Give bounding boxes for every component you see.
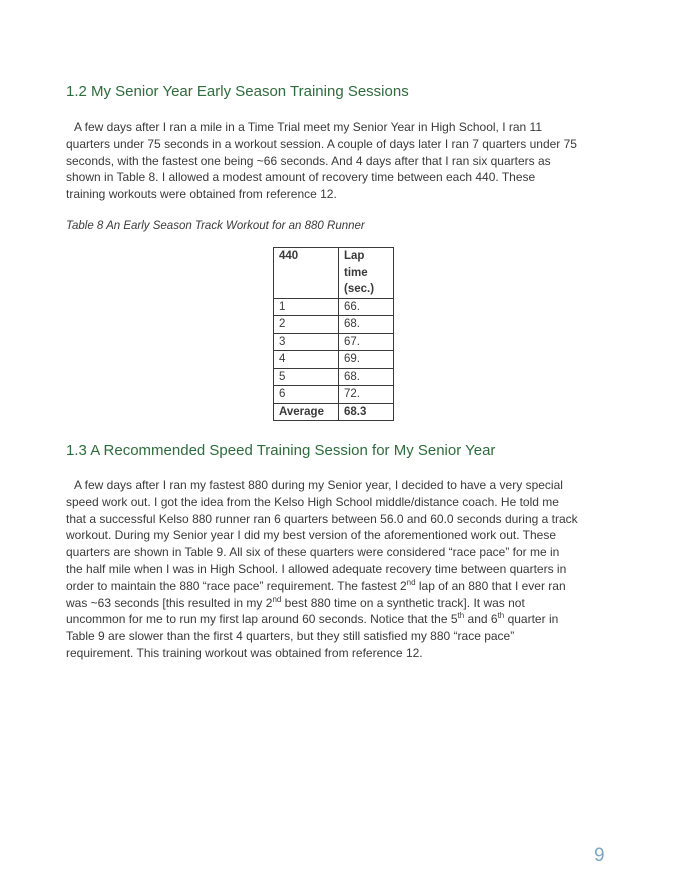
table-header-row — [274, 248, 394, 299]
table-8 — [273, 247, 394, 421]
paragraph-line: Table 9 are slower than the first 4 quarters, but they still satisfied my 880 “race pace” — [66, 629, 515, 644]
header-line: time — [344, 266, 368, 279]
text-segment: order to maintain the 880 “race pace” requirement. The fastest 2 — [66, 578, 407, 593]
lap-cell: 3 — [274, 333, 339, 351]
paragraph-line — [66, 578, 614, 595]
paragraph-line: A few days after I ran my fastest 880 during my Senior year, I decided to have a very special — [74, 478, 563, 492]
paragraph-line — [66, 611, 614, 628]
text-segment: best 880 time on a synthetic track]. It was not — [281, 595, 525, 610]
table-row — [274, 386, 394, 404]
ordinal-suffix: th — [497, 611, 505, 621]
section-1-2-heading: 1.2 My Senior Year Early Season Training Sessions — [66, 83, 409, 100]
paragraph-line: seconds, with the fastest one being ~66 seconds. And 4 days after that I ran six quarters as — [66, 153, 551, 168]
paragraph-line: requirement. This training workout was obtained from reference 12. — [66, 645, 423, 660]
table-row — [274, 316, 394, 334]
paragraph-line: shown in Table 8. I allowed a modest amount of recovery time between each 440. These — [66, 170, 536, 185]
paragraph-line: that a successful Kelso 880 runner ran 6 quarters between 56.0 and 60.0 seconds during a track — [66, 511, 578, 526]
time-cell: 68. — [339, 368, 394, 386]
section-1-2-paragraph — [66, 119, 614, 203]
paragraph-line: the half mile when I was in High School. I allowed adequate recovery time between quarters in — [66, 561, 567, 576]
average-label: Average — [274, 403, 339, 421]
text-segment: was ~63 seconds [this resulted in my 2 — [66, 595, 273, 610]
average-value: 68.3 — [339, 403, 394, 421]
page-number: 9 — [594, 845, 605, 866]
section-1-3-heading: 1.3 A Recommended Speed Training Session for My Senior Year — [66, 442, 496, 459]
paragraph-line — [66, 595, 614, 612]
time-cell: 72. — [339, 386, 394, 404]
lap-cell: 5 — [274, 368, 339, 386]
paragraph-line: quarters under 75 seconds in a workout session. A couple of days later I ran 7 quarters under 75 — [66, 136, 577, 151]
time-cell: 67. — [339, 333, 394, 351]
time-cell: 69. — [339, 351, 394, 369]
lap-cell: 6 — [274, 386, 339, 404]
paragraph-line: A few days after I ran a mile in a Time Trial meet my Senior Year in High School, I ran 11 — [74, 120, 542, 134]
paragraph-line: speed work out. I got the idea from the Kelso High School middle/distance coach. He told me — [66, 494, 559, 509]
table-row — [274, 298, 394, 316]
table-row — [274, 351, 394, 369]
table-8-caption: Table 8 An Early Season Track Workout for an 880 Runner — [66, 220, 365, 232]
text-segment: uncommon for me to run my first lap around 60 seconds. Notice that the 5 — [66, 612, 458, 627]
table-average-row — [274, 403, 394, 421]
table-row — [274, 333, 394, 351]
ordinal-suffix: th — [457, 611, 465, 621]
text-segment: lap of an 880 that I ever ran — [415, 578, 566, 593]
ordinal-suffix: nd — [272, 594, 282, 604]
ordinal-suffix: nd — [406, 577, 416, 587]
text-segment: and 6 — [464, 612, 498, 627]
text-segment: quarter in — [504, 612, 559, 627]
table-row — [274, 368, 394, 386]
column-header-lap-time — [339, 248, 394, 299]
lap-cell: 1 — [274, 298, 339, 316]
header-line: Lap — [344, 250, 365, 262]
section-1-3-paragraph — [66, 477, 614, 662]
lap-cell: 4 — [274, 351, 339, 369]
paragraph-line: workout. During my Senior year I did my best version of the aforementioned work out. These — [66, 528, 557, 543]
paragraph-line: quarters are shown in Table 9. All six of these quarters were considered “race pace” for me in — [66, 545, 560, 560]
lap-cell: 2 — [274, 316, 339, 334]
paragraph-line: training workouts were obtained from reference 12. — [66, 187, 337, 202]
header-line: (sec.) — [344, 283, 375, 295]
column-header-440: 440 — [274, 248, 339, 299]
time-cell: 68. — [339, 316, 394, 334]
time-cell: 66. — [339, 298, 394, 316]
